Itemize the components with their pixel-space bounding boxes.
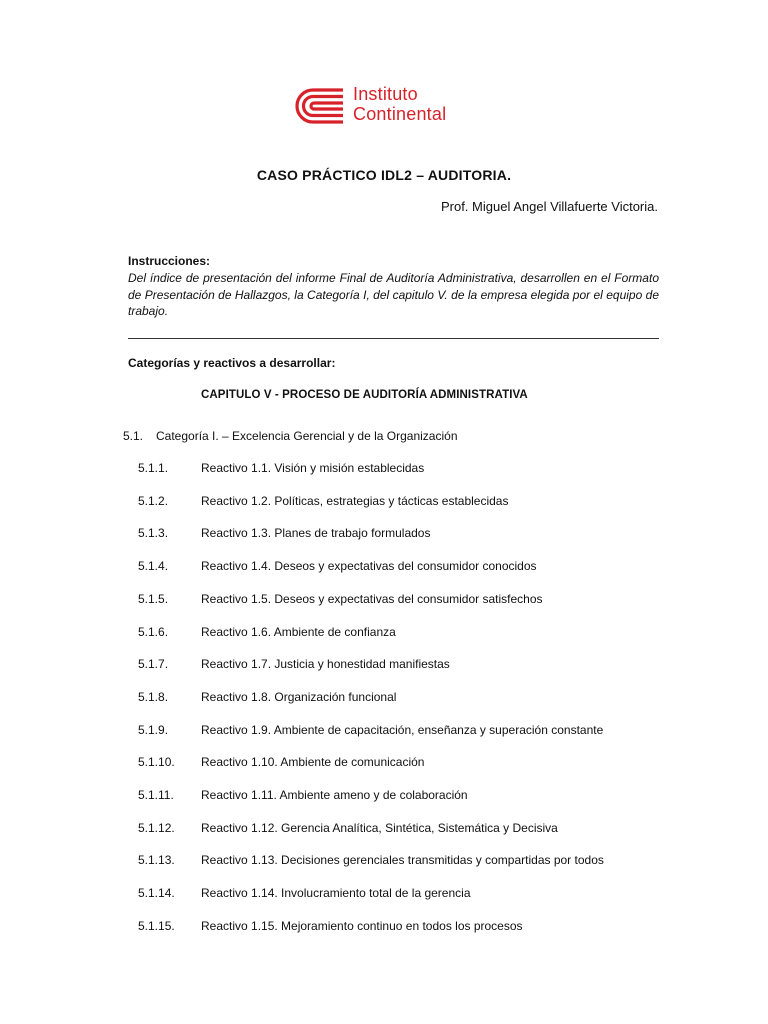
item-label: Reactivo 1.7. Justicia y honestidad manifiestas	[201, 657, 450, 672]
item-label: Reactivo 1.2. Políticas, estrategias y tácticas establecidas	[201, 493, 509, 508]
list-item	[138, 755, 424, 769]
logo-mark-icon	[293, 86, 345, 126]
item-label: Reactivo 1.3. Planes de trabajo formulados	[201, 526, 431, 541]
list-item	[138, 723, 603, 737]
item-label: Reactivo 1.9. Ambiente de capacitación, enseñanza y superación constante	[201, 722, 604, 737]
list-item	[138, 526, 430, 540]
item-label: Reactivo 1.12. Gerencia Analítica, Sintética, Sistemática y Decisiva	[201, 820, 558, 835]
institution-logo	[293, 84, 483, 126]
item-label: Reactivo 1.10. Ambiente de comunicación	[201, 755, 425, 770]
list-item	[138, 690, 396, 704]
chapter-title: CAPITULO V - PROCESO DE AUDITORÍA ADMINISTRATIVA	[201, 389, 528, 401]
item-number: 5.1.8.	[138, 689, 169, 704]
list-item	[138, 657, 450, 671]
list-item	[138, 559, 537, 573]
professor-name: Prof. Miguel Angel Villafuerte Victoria.	[440, 199, 658, 214]
divider	[128, 338, 659, 339]
logo-wordmark	[353, 84, 446, 124]
item-number: 5.1.13.	[138, 853, 175, 868]
list-item	[138, 592, 543, 606]
item-label: Reactivo 1.11. Ambiente ameno y de colaboración	[201, 788, 468, 802]
item-label: Reactivo 1.15. Mejoramiento continuo en todos los procesos	[201, 918, 523, 933]
item-label: Reactivo 1.5. Deseos y expectativas del consumidor satisfechos	[201, 591, 543, 606]
logo-line-1: Instituto	[353, 84, 418, 104]
list-item	[138, 461, 424, 475]
categories-heading: Categorías y reactivos a desarrollar:	[128, 356, 336, 370]
item-number: 5.1.9.	[138, 722, 169, 737]
instructions-text: Del índice de presentación del informe Final de Auditoría Administrativa, desarrollen en el Formato de Presentación de Hallazgos, la Categoría I, del capitulo V. de la empresa elegida por el equipo de trabajo.	[128, 271, 659, 318]
item-label: Reactivo 1.6. Ambiente de confianza	[201, 624, 396, 639]
item-number: 5.1.12.	[138, 820, 175, 835]
category-row	[123, 429, 458, 443]
item-number: 5.1.11.	[138, 788, 174, 802]
category-label: Categoría I. – Excelencia Gerencial y de la Organización	[156, 429, 458, 443]
item-number: 5.1.10.	[138, 755, 175, 770]
list-item	[138, 788, 468, 802]
instructions-heading: Instrucciones:	[128, 254, 211, 268]
item-number: 5.1.4.	[138, 559, 169, 574]
item-number: 5.1.14.	[138, 886, 175, 901]
item-number: 5.1.6.	[138, 624, 169, 639]
item-number: 5.1.1.	[138, 461, 169, 475]
item-label: Reactivo 1.4. Deseos y expectativas del consumidor conocidos	[201, 559, 537, 574]
logo-line-2: Continental	[353, 104, 447, 124]
item-number: 5.1.15.	[138, 918, 175, 933]
item-label: Reactivo 1.8. Organización funcional	[201, 689, 397, 704]
list-item	[138, 494, 508, 508]
item-label: Reactivo 1.14. Involucramiento total de la gerencia	[201, 886, 471, 901]
item-number: 5.1.5.	[138, 591, 169, 606]
list-item	[138, 919, 523, 933]
list-item	[138, 625, 396, 639]
list-item	[138, 853, 604, 867]
item-label: Reactivo 1.13. Decisiones gerenciales transmitidas y compartidas por todos	[201, 853, 604, 868]
list-item	[138, 886, 471, 900]
document-title: CASO PRÁCTICO IDL2 – AUDITORIA.	[256, 167, 512, 183]
item-number: 5.1.7.	[138, 657, 169, 672]
item-number: 5.1.3.	[138, 526, 169, 541]
item-label: Reactivo 1.1. Visión y misión establecidas	[201, 461, 425, 475]
category-number: 5.1.	[123, 429, 144, 443]
item-number: 5.1.2.	[138, 493, 169, 508]
list-item	[138, 821, 558, 835]
